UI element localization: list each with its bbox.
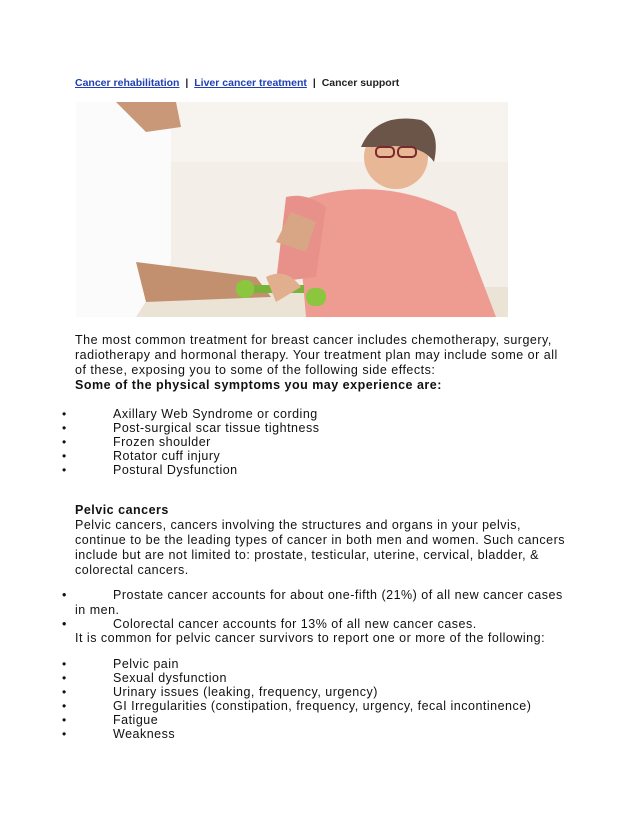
therapy-photo	[76, 102, 508, 317]
list-item: • Urinary issues (leaking, frequency, urgency)	[62, 685, 378, 699]
bullet-icon: •	[62, 588, 67, 602]
bullet-icon: •	[62, 435, 67, 449]
list-item: • Post-surgical scar tissue tightness	[62, 421, 320, 435]
list-item: • GI Irregularities (constipation, frequency, urgency, fecal incontinence)	[62, 699, 532, 713]
bullet-icon: •	[62, 685, 67, 699]
list-item: • Frozen shoulder	[62, 435, 211, 449]
document-page: Cancer rehabilitation | Liver cancer treatment | Cancer support The most common treatment for breast cancer includes chemotherapy, surgery, radiotherapy and hormonal therapy. Your treatment plan may include some or all of these, exposing you to some of the following side effects: Some of the physical symptoms you may experience are: • Axillary Web Syndrome or cording • Post-surgical scar tissue tightness • Frozen shoulder • Rotator cuff injury • Postural Dysfunction Pelvic cancers Pelvic cancers, cancers involving the structures and organs in your pelvis, continue to be the leading types of cancer in both men and women. Such cancers include but are not limited to: prostate, testicular, uterine, cervical, bladder, & colorectal cancers. • Prostate cancer accounts for about one-fifth (21%) of all new cancer cases in men. • Colorectal cancer accounts for 13% of all new cancer cases. It is common for pelvic cancer survivors to report one or more of the following: • Pelvic pain • Sexual dysfunction • Urinary issues (leaking, frequency, urgency) • GI Irregularities (constipation, frequency, urgency, fecal incontinence) • Fatigue • Weakness	[0, 0, 638, 826]
list-item: • Axillary Web Syndrome or cording	[62, 407, 318, 421]
intro-paragraph: The most common treatment for breast cancer includes chemotherapy, surgery, radiotherapy and hormonal therapy. Your treatment plan may include some or all of these, exposing you to some of the following side effects:	[75, 333, 558, 377]
bullet-icon: •	[62, 617, 67, 631]
pelvic-heading: Pelvic cancers	[75, 503, 169, 517]
list-item: • Postural Dysfunction	[62, 463, 238, 477]
bullet-icon: •	[62, 727, 67, 741]
bullet-icon: •	[62, 699, 67, 713]
effects-list	[0, 657, 638, 741]
link-liver-cancer-treatment[interactable]: Liver cancer treatment	[194, 77, 307, 89]
symptoms-list	[0, 407, 638, 477]
photo-illustration	[76, 102, 508, 317]
separator: |	[312, 77, 316, 89]
symptoms-heading: Some of the physical symptoms you may experience are:	[75, 378, 442, 392]
list-item: • Fatigue	[62, 713, 159, 727]
bullet-icon: •	[62, 449, 67, 463]
bullet-icon: •	[62, 421, 67, 435]
bullet-icon: •	[62, 713, 67, 727]
list-item: • Sexual dysfunction	[62, 671, 227, 685]
link-cancer-rehabilitation[interactable]: Cancer rehabilitation	[75, 77, 180, 89]
pelvic-paragraph: Pelvic cancers, cancers involving the structures and organs in your pelvis, continue to be the leading types of cancer in both men and women. Such cancers include but are not limited to: prostate, testicular, uterine, cervical, bladder, & colorectal cancers.	[75, 518, 565, 577]
bullet-icon: •	[62, 407, 67, 421]
top-links	[75, 77, 399, 89]
cancer-support-text: Cancer support	[321, 77, 400, 89]
list-item: • Rotator cuff injury	[62, 449, 221, 463]
list-item: • Pelvic pain	[62, 657, 179, 671]
pelvic-followup: It is common for pelvic cancer survivors to report one or more of the following:	[75, 631, 546, 645]
bullet-icon: •	[62, 671, 67, 685]
bullet-icon: •	[62, 463, 67, 477]
bullet-icon: •	[62, 657, 67, 671]
list-item: • Weakness	[62, 727, 176, 741]
separator: |	[185, 77, 189, 89]
